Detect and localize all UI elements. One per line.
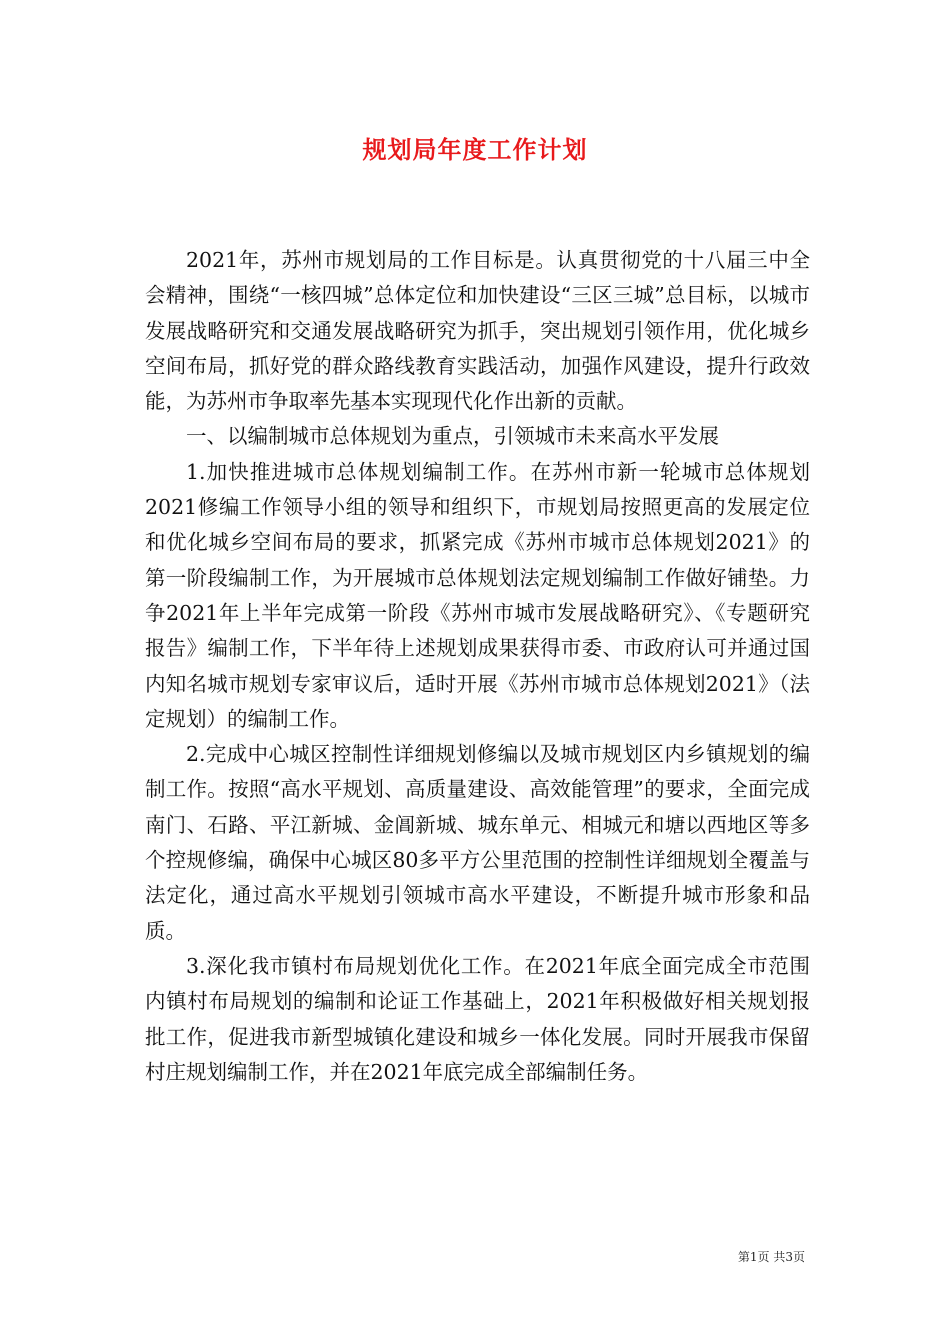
section-heading-1: 一、以编制城市总体规划为重点，引领城市未来高水平发展: [186, 424, 719, 449]
page-number: 第1页 共3页: [737, 1250, 805, 1264]
paragraph-item-1: 1.加快推进城市总体规划编制工作。在苏州市新一轮城市总体规划2021修编工作领导小组的领导和组织下，市规划局按照更高的发展定位和优化城乡空间布局的要求，抓紧完成《苏州市城市总体规划2021》的第一阶段编制工作，为开展城市总体规划法定规划编制工作做好铺垫。力争2021年上半年完成第一阶段《苏州市城市发展战略研究》、《专题研究报告》编制工作，下半年待上述规划成果获得市委、市政府认可并通过国内知名城市规划专家审议后，适时开展《苏州市城市总体规划2021》（法定规划）的编制工作。: [145, 459, 810, 731]
document-title: 规划局年度工作计划: [362, 135, 588, 164]
document-body: [145, 243, 810, 1090]
paragraph-intro: 2021年，苏州市规划局的工作目标是。认真贯彻党的十八届三中全会精神，围绕“一核四城”总体定位和加快建设“三区三城”总目标，以城市发展战略研究和交通发展战略研究为抓手，突出规划引领作用，优化城乡空间布局，抓好党的群众路线教育实践活动，加强作风建设，提升行政效能，为苏州市争取率先基本实现现代化作出新的贡献。: [145, 248, 810, 414]
paragraph-item-3: 3.深化我市镇村布局规划优化工作。在2021年底全面完成全市范围内镇村布局规划的编制和论证工作基础上，2021年积极做好相关规划报批工作，促进我市新型城镇化建设和城乡一体化发展。同时开展我市保留村庄规划编制工作，并在2021年底完成全部编制任务。: [145, 953, 810, 1084]
paragraph-item-2: 2.完成中心城区控制性详细规划修编以及城市规划区内乡镇规划的编制工作。按照“高水平规划、高质量建设、高效能管理”的要求，全面完成南门、石路、平江新城、金阊新城、城东单元、相城元和塘以西地区等多个控规修编，确保中心城区80多平方公里范围的控制性详细规划全覆盖与法定化，通过高水平规划引领城市高水平建设，不断提升城市形象和品质。: [145, 742, 810, 943]
